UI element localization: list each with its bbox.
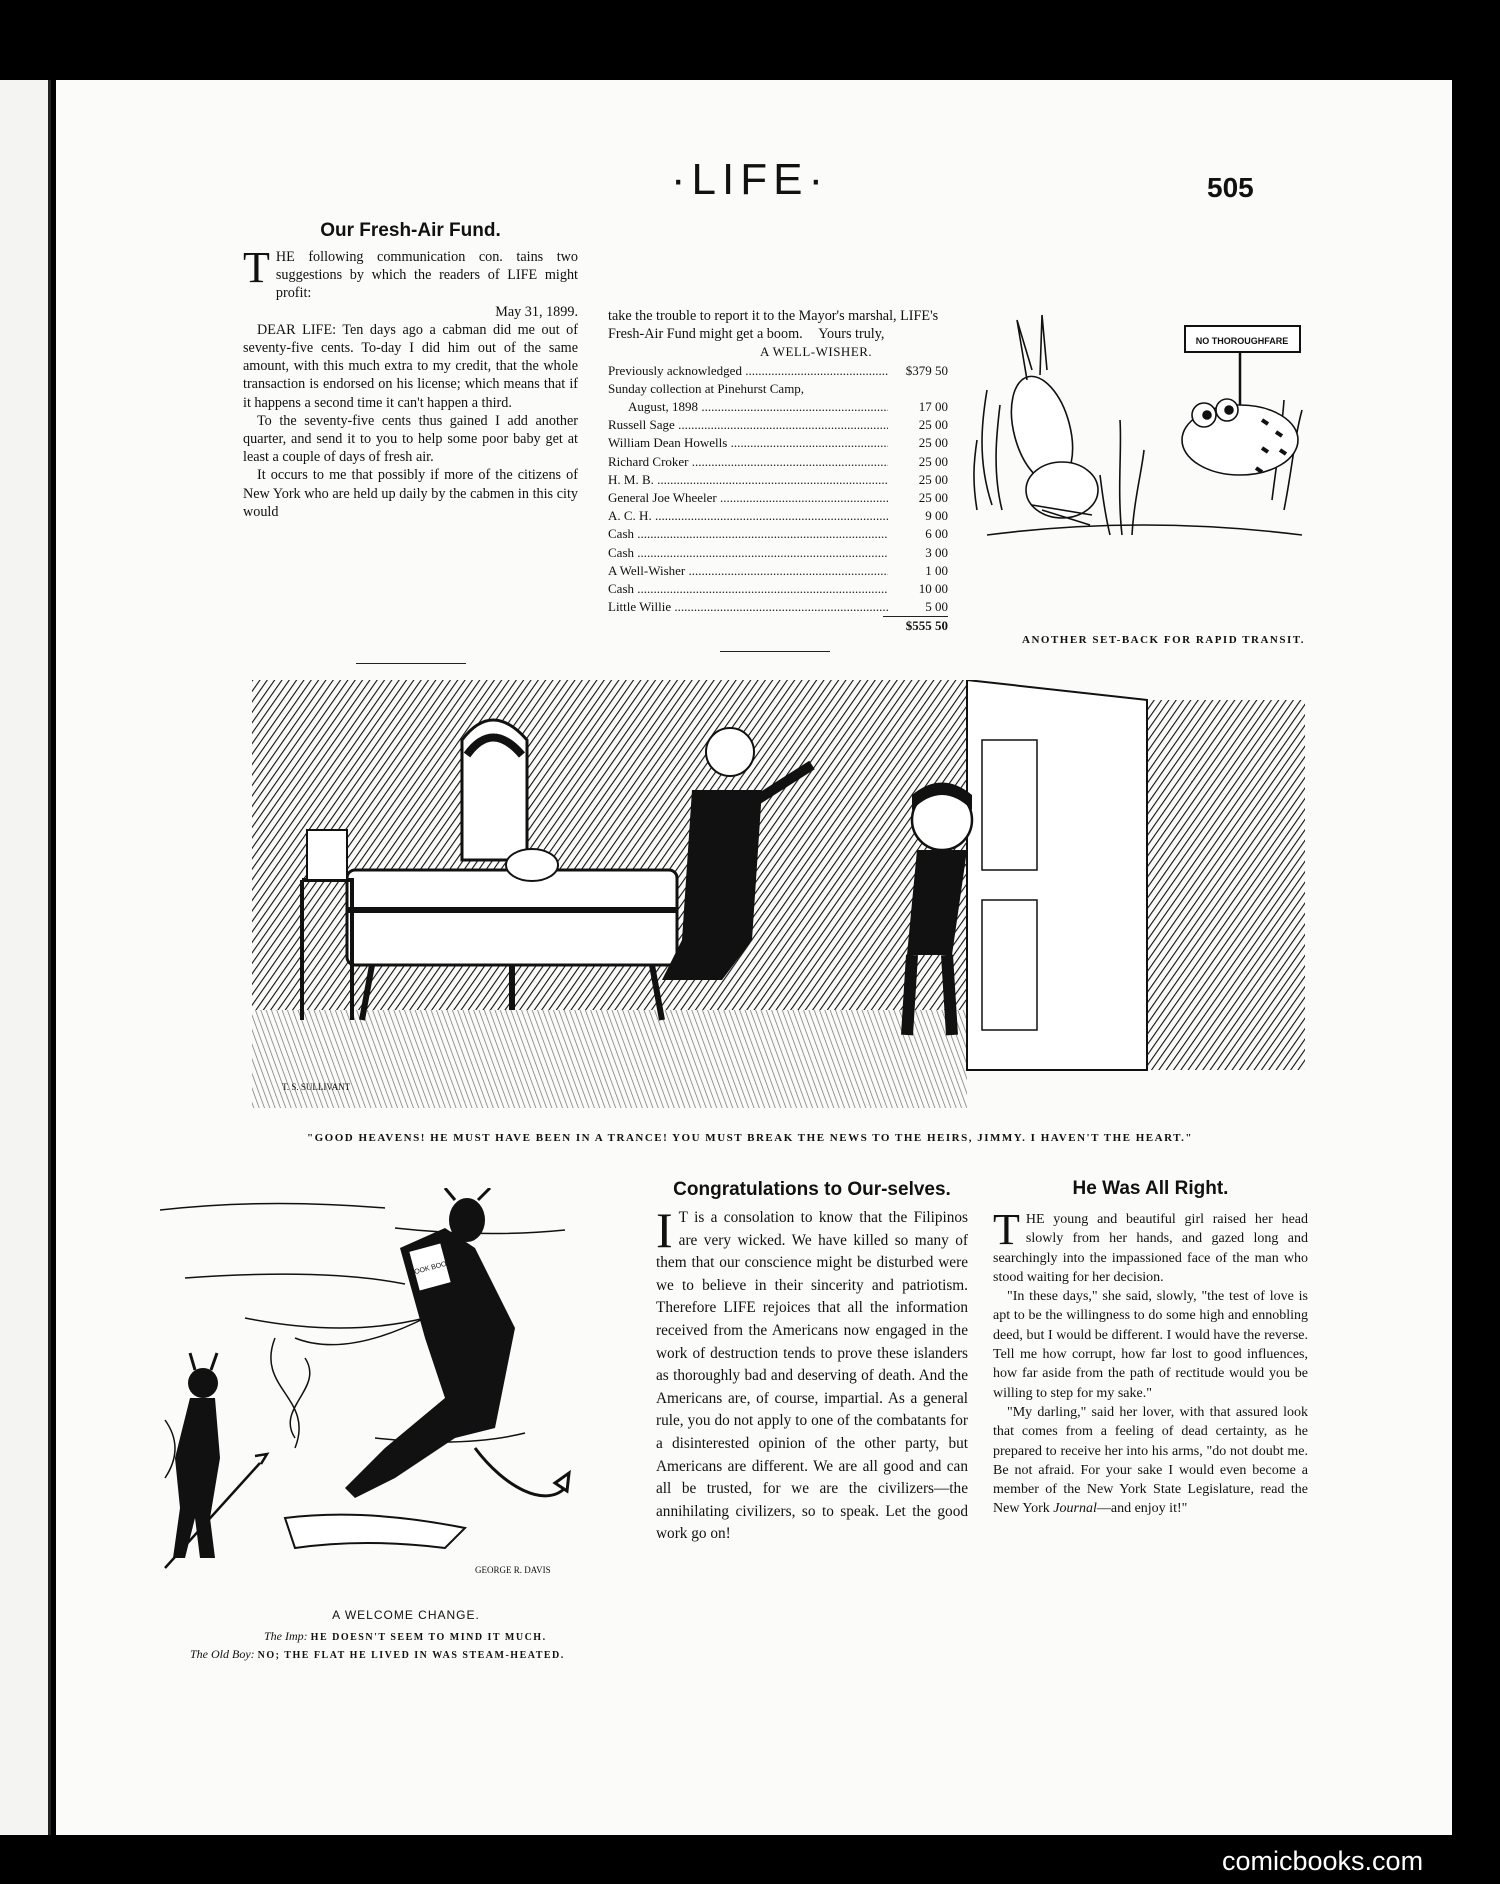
rabbit-frog-cartoon: [972, 310, 1317, 550]
ledger-row: [608, 562, 948, 580]
ledger-donor: A Well-Wisher .....: [608, 562, 888, 580]
drop-cap: T: [993, 1205, 1020, 1254]
ledger-row: [608, 453, 948, 471]
ledger-amount: 6 00: [925, 526, 948, 542]
fresh-air-heading: Our Fresh-Air Fund.: [320, 220, 501, 241]
ledger-amount: 10 00: [918, 581, 948, 597]
rabbit-cartoon-caption: ANOTHER SET-BACK FOR RAPID TRANSIT.: [1022, 634, 1306, 646]
trance-cartoon: [252, 680, 1305, 1108]
old-boy-speaker: The Old Boy:: [190, 1647, 255, 1661]
ledger-row: [608, 398, 948, 416]
congratulations-text: T is a consolation to know that the Filipinos are very wicked. We have killed so many of them that our conscience might be disturbed were we to believe in their sincerity and patriotism. Therefore LIFE rejoices that all the information received from the Americans now engaged in the work of destruction tends to prove these islanders as thoroughly bad and deserving of death. And the Americans are, of course, impartial. As a general rule, you do not apply to one of the combatants for a disinterested opinion of the other party, but Americans are different. We are all good and can all be trusted, for we are the civilizers—the annihilating civilizers, so to speak. Let the good work go on!: [656, 1209, 968, 1543]
ledger-amount: 17 00: [918, 399, 948, 415]
ledger-row: [608, 471, 948, 489]
ledger-amount: 1 00: [925, 562, 948, 578]
congratulations-heading: Congratulations to Our-selves.: [673, 1179, 951, 1200]
ledger-donor: Cash .....: [608, 544, 888, 562]
ledger-row: [608, 434, 948, 452]
ledger-row: [608, 489, 948, 507]
letter-continuation: [608, 307, 948, 362]
fresh-air-column-1: [243, 220, 578, 521]
journal-italic: Journal: [1053, 1501, 1097, 1517]
donation-ledger: [608, 362, 948, 617]
page-number: 505: [1207, 172, 1254, 203]
ledger-donor: H. M. B. .....: [608, 471, 888, 489]
all-right-p3-text: "My darling," said her lover, with that assured look that comes from a feeling of dead certainty, as he prepared to receive her into his arms, "do not doubt me. Be not afraid. For your sake I would even become a member of the New York State Legislature, read the New York: [993, 1404, 1308, 1517]
ledger-donor: Little Willie .....: [608, 598, 888, 616]
old-boy-line: NO; THE FLAT HE LIVED IN WAS STEAM-HEATED.: [257, 1650, 565, 1661]
no-thoroughfare-sign: NO THOROUGHFARE: [1195, 336, 1289, 346]
ledger-row: [608, 580, 948, 598]
letter-date: May 31, 1899.: [495, 303, 578, 320]
column-rule: [356, 663, 466, 664]
ledger-donor: Cash .....: [608, 525, 888, 543]
ledger-row: [608, 380, 948, 398]
cook-book-label: COOK BOOK: [408, 1259, 452, 1278]
all-right-paragraph: [993, 1403, 1308, 1519]
ledger-amount: 25 00: [918, 417, 948, 433]
ledger-donor: Richard Croker .....: [608, 453, 888, 471]
all-right-p3-end: —and enjoy it!": [1096, 1501, 1188, 1517]
ledger-donor: A. C. H. .....: [608, 507, 888, 525]
ledger-amount: 5 00: [925, 599, 948, 615]
ledger-amount: 25 00: [918, 471, 948, 487]
ledger-donor: General Joe Wheeler .....: [608, 489, 888, 507]
imp-speaker: The Imp:: [264, 1629, 308, 1643]
fresh-air-column-2: [608, 307, 948, 636]
ledger-amount: [888, 380, 948, 398]
ledger-donor: William Dean Howells .....: [608, 434, 888, 452]
fresh-air-intro: HE following communication con. tains two suggestions by which the readers of LIFE might profit:: [275, 249, 578, 302]
ledger-amount: 3 00: [925, 544, 948, 560]
devil-cartoon-dialogue: [190, 1628, 622, 1664]
ledger-row: [608, 416, 948, 434]
column-rule: [720, 651, 830, 652]
ledger-amount: 9 00: [925, 508, 948, 524]
ledger-donor: Russell Sage .....: [608, 416, 888, 434]
ledger-donor: Cash .....: [608, 580, 888, 598]
ledger-amount: 25 00: [918, 435, 948, 451]
congratulations-body: [656, 1202, 968, 1546]
ledger-amount: 25 00: [918, 490, 948, 506]
letter-paragraph: DEAR LIFE: Ten days ago a cabman did me out of seventy-five cents. To-day I did him out of the same amount, with this much extra to my credit, that the whole transaction is endorsed on his license; which means that if it happens a second time it can't happen a third.: [243, 321, 578, 411]
devil-cartoon: [145, 1188, 645, 1598]
all-right-article: [993, 1178, 1308, 1519]
letter-closing: Yours truly,: [818, 326, 885, 343]
imp-line: HE DOESN'T SEEM TO MIND IT MUCH.: [310, 1632, 547, 1643]
letter-continuation-text: take the trouble to report it to the Mayor's marshal, LIFE's Fresh-Air Fund might get a boom.: [608, 308, 939, 343]
fresh-air-letter: [243, 243, 578, 521]
previous-page-edge: [0, 80, 51, 1835]
ledger-row: [608, 362, 948, 380]
ledger-donor: Sunday collection at Pinehurst Camp,: [608, 380, 805, 396]
ledger-donor: Previously acknowledged .....: [608, 362, 888, 380]
devil-cartoon-signature: GEORGE R. DAVIS: [475, 1565, 551, 1575]
all-right-paragraph: "In these days," she said, slowly, "the test of love is apt to be the willingness to do some high and ennobling deed, but I would be different. I would have the reverse. Tell me how corrupt, how far lost to good influences, how far aside from the path of rectitude would you be willing to step for my sake.": [993, 1289, 1308, 1401]
all-right-heading: He Was All Right.: [1072, 1178, 1229, 1199]
ledger-row: [608, 598, 948, 616]
letter-paragraph: It occurs to me that possibly if more of the citizens of New York who are held up daily by the cabmen in this city would: [243, 467, 578, 520]
devil-cartoon-title: A WELCOME CHANGE.: [332, 1608, 480, 1622]
ledger-row: [608, 525, 948, 543]
drop-cap: I: [656, 1202, 673, 1258]
ledger-donor: August, 1898 .....: [608, 398, 888, 416]
letter-paragraph: To the seventy-five cents thus gained I add another quarter, and send it to you to help some poor baby get at least a couple of days of fresh air.: [243, 412, 578, 466]
ledger-amount: $379 50: [905, 362, 948, 378]
ledger-row: [608, 507, 948, 525]
ledger-total: $555 50: [883, 616, 948, 635]
congratulations-article: [656, 1178, 968, 1546]
all-right-body: [993, 1205, 1308, 1519]
trance-cartoon-caption: "GOOD HEAVENS! HE MUST HAVE BEEN IN A TRANCE! YOU MUST BREAK THE NEWS TO THE HEIRS, JIMMY. I HAVEN'T THE HEART.": [306, 1132, 1194, 1144]
site-watermark: comicbooks.com: [1222, 1846, 1424, 1876]
svg-text:T. S. SULLIVANT: T. S. SULLIVANT: [282, 1082, 351, 1092]
all-right-paragraph: HE young and beautiful girl raised her head slowly from her hands, and gazed long and searchingly into the impassioned face of the man who stood waiting for her decision.: [993, 1212, 1308, 1285]
magazine-title: ·LIFE·: [670, 155, 830, 204]
ledger-amount: 25 00: [918, 453, 948, 469]
drop-cap: T: [243, 243, 270, 292]
ledger-row: [608, 544, 948, 562]
letter-signature: A WELL-WISHER.: [760, 344, 873, 360]
devil-cartoon-caption: [190, 1608, 622, 1664]
